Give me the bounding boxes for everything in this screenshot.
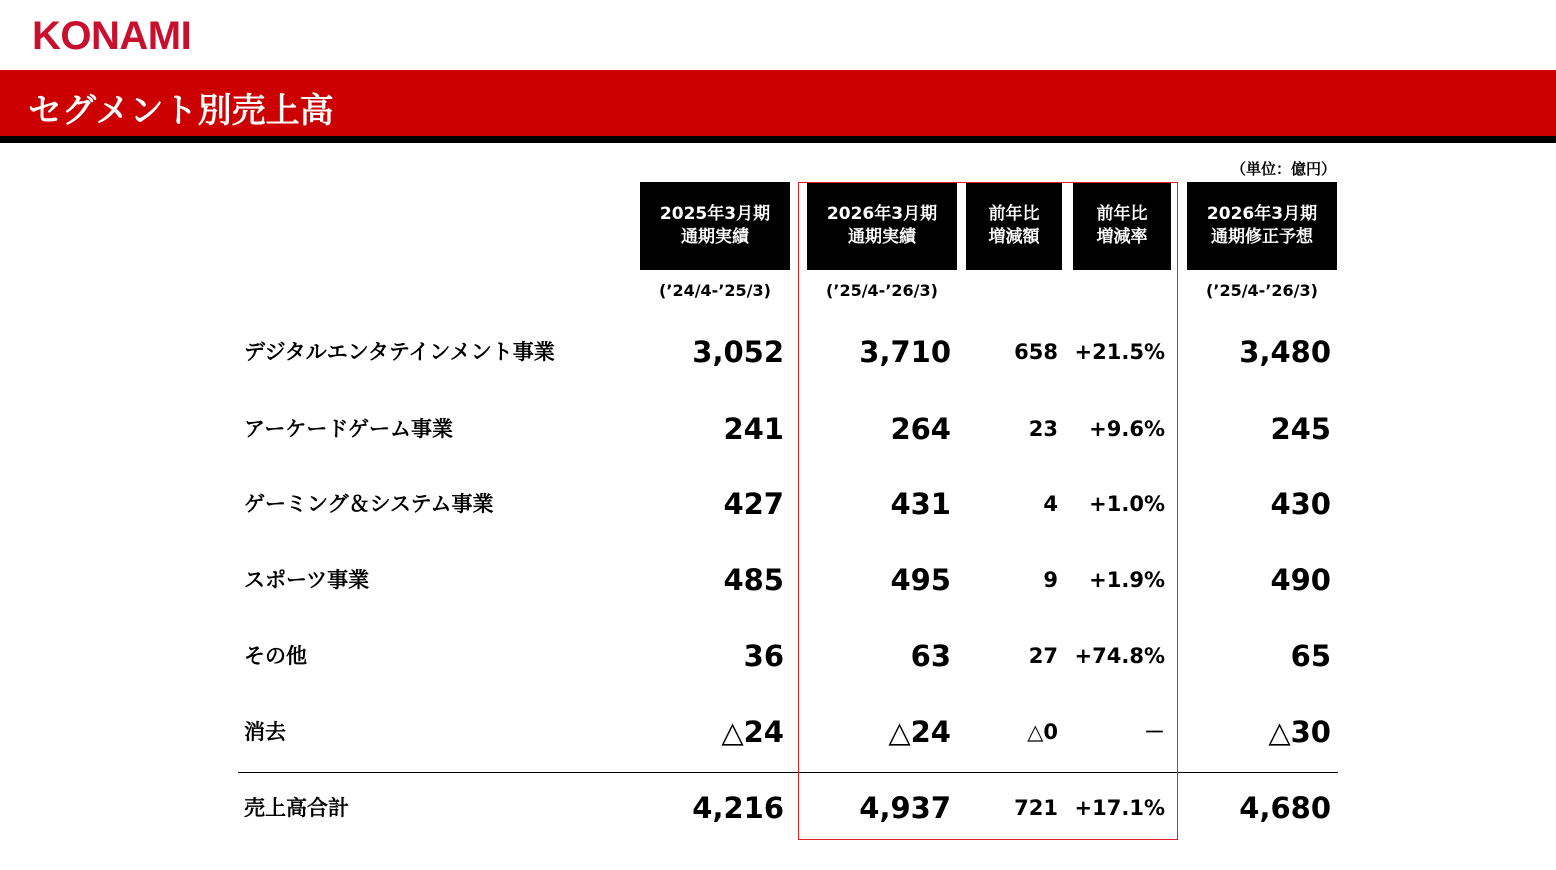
value-fy25: 36	[743, 639, 784, 673]
value-fy25: 427	[723, 487, 784, 521]
segment-label: デジタルエンタテインメント事業	[244, 340, 555, 364]
header-fy26-line2: 通期実績	[848, 227, 916, 247]
total-diff: 721	[1014, 796, 1058, 820]
value-fy26: 3,710	[859, 335, 951, 369]
highlight-box	[798, 182, 1178, 840]
value-fy25: 241	[723, 412, 784, 446]
value-fy26: △24	[888, 715, 951, 749]
total-rate: +17.1%	[1074, 796, 1165, 820]
table-row	[0, 634, 1556, 678]
value-rate: +1.9%	[1089, 568, 1165, 592]
konami-logo: KONAMI	[32, 14, 192, 58]
value-fy26: 63	[910, 639, 951, 673]
segment-label: アーケードゲーム事業	[244, 417, 453, 441]
value-rate: －	[1144, 720, 1165, 744]
value-fy25: 3,052	[692, 335, 784, 369]
header-fy26-line1: 2026年3月期	[826, 204, 938, 224]
header-forecast-line2: 通期修正予想	[1211, 227, 1313, 247]
header-yoy-change-line2: 増減額	[988, 227, 1040, 247]
segment-label: ゲーミング＆システム事業	[244, 492, 494, 516]
value-fy25: △24	[721, 715, 784, 749]
value-rate: +1.0%	[1089, 492, 1165, 516]
header-fy25-actual	[640, 182, 790, 270]
value-forecast: 245	[1270, 412, 1331, 446]
value-rate: +74.8%	[1074, 644, 1165, 668]
value-diff: 23	[1028, 417, 1058, 441]
value-forecast: 490	[1270, 563, 1331, 597]
value-forecast: 430	[1270, 487, 1331, 521]
value-diff: 4	[1043, 492, 1058, 516]
value-fy25: 485	[723, 563, 784, 597]
period-forecast: (’25/4-’26/3)	[1206, 281, 1318, 300]
table-row	[0, 558, 1556, 602]
header-yoy-change-line1: 前年比	[988, 204, 1040, 224]
value-forecast: 3,480	[1239, 335, 1331, 369]
total-row	[0, 786, 1556, 830]
table-row	[0, 330, 1556, 374]
value-forecast: △30	[1268, 715, 1331, 749]
title-bar	[0, 70, 1556, 143]
header-yoy-rate-line1: 前年比	[1096, 204, 1148, 224]
value-diff: 27	[1028, 644, 1058, 668]
period-fy25: (’24/4-’25/3)	[659, 281, 771, 300]
total-fy26: 4,937	[859, 791, 951, 825]
unit-label: （単位：億円）	[1230, 160, 1336, 178]
value-rate: +21.5%	[1074, 340, 1165, 364]
total-label: 売上高合計	[244, 796, 349, 820]
header-yoy-rate-line2: 増減率	[1096, 227, 1148, 247]
segment-label: 消去	[244, 720, 286, 744]
value-fy26: 495	[890, 563, 951, 597]
page-title: セグメント別売上高	[28, 91, 334, 131]
header-fy25-line1: 2025年3月期	[659, 204, 771, 224]
value-fy26: 264	[890, 412, 951, 446]
table-row	[0, 710, 1556, 754]
segment-label: その他	[244, 644, 307, 668]
value-diff: 658	[1014, 340, 1058, 364]
table-row	[0, 482, 1556, 526]
total-forecast: 4,680	[1239, 791, 1331, 825]
value-diff: △0	[1027, 720, 1058, 744]
total-fy25: 4,216	[692, 791, 784, 825]
value-forecast: 65	[1290, 639, 1331, 673]
header-fy25-line2: 通期実績	[681, 227, 749, 247]
table-row	[0, 407, 1556, 451]
period-fy26: (’25/4-’26/3)	[826, 281, 938, 300]
segment-label: スポーツ事業	[244, 568, 370, 592]
value-diff: 9	[1043, 568, 1058, 592]
value-fy26: 431	[890, 487, 951, 521]
header-fy26-forecast	[1187, 182, 1337, 270]
header-forecast-line1: 2026年3月期	[1206, 204, 1318, 224]
value-rate: +9.6%	[1089, 417, 1165, 441]
